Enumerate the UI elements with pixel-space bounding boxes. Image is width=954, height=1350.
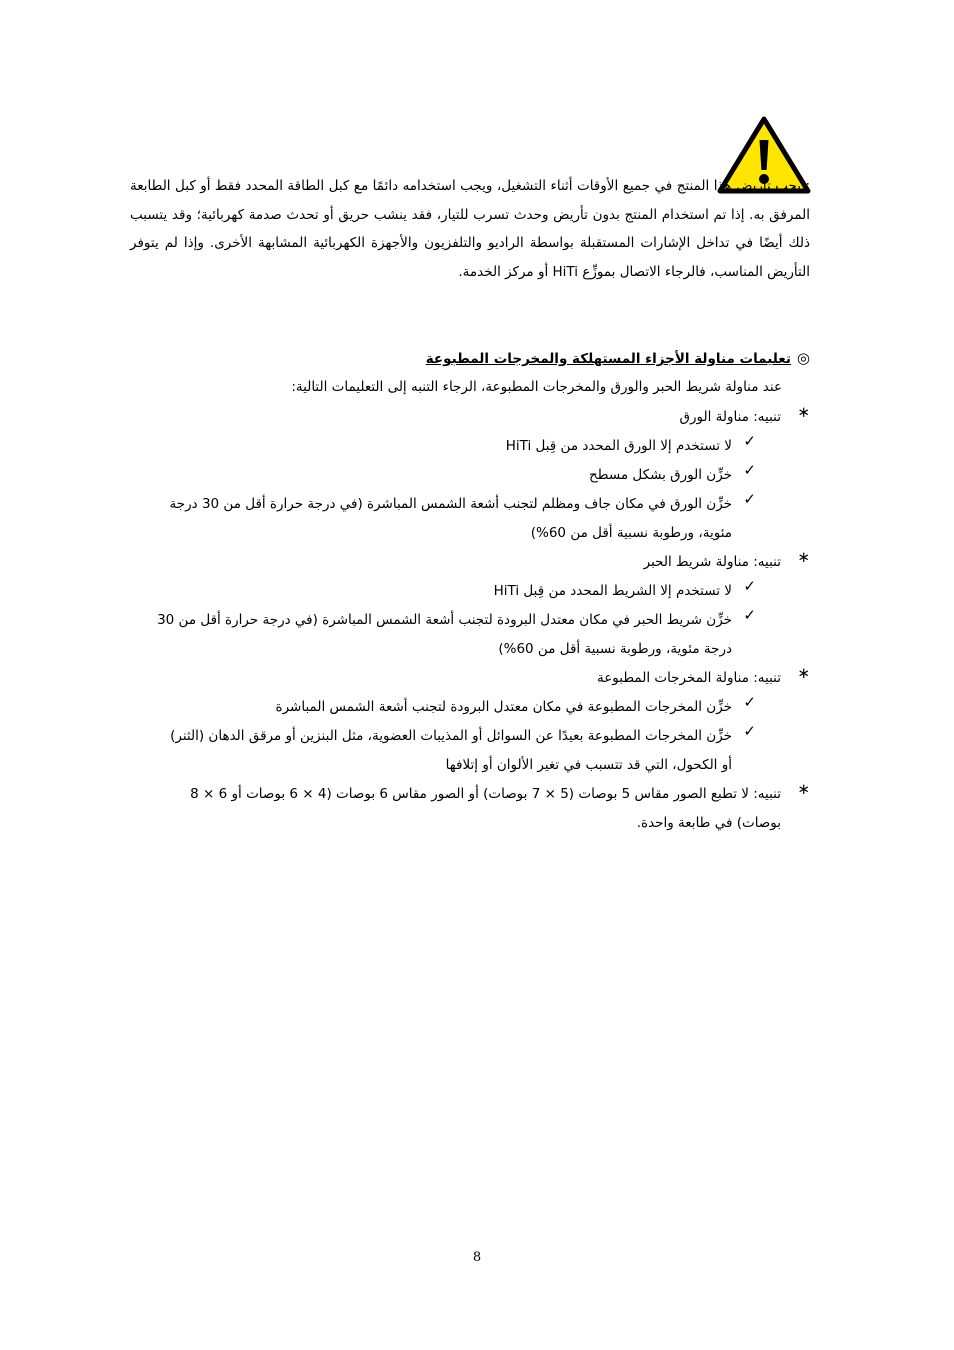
section-title: تعليمات مناولة الأجزاء المستهلكة والمخرجات المطبوعة: [425, 351, 791, 367]
list-item: [96, 461, 756, 490]
section-heading: [110, 345, 810, 372]
list-item: [156, 722, 756, 780]
checkmark-icon: ✓: [743, 606, 756, 624]
note-ribbon-handling: [130, 548, 810, 577]
note-title: تنبيه: مناولة شريط الحبر: [643, 554, 781, 570]
list-item-text: لا تستخدم إلا الشريط المحدد من قِبل HiTi: [493, 583, 732, 599]
list-item-text: خزِّن شريط الحبر في مكان معتدل البرودة لتجنب أشعة الشمس المباشرة (في درجة حرارة أقل من 30 درجة مئوية، ورطوبة نسبية أقل من 60%): [157, 612, 732, 657]
checkmark-icon: ✓: [743, 722, 756, 740]
list-item: [144, 606, 756, 664]
asterisk-icon: ∗: [797, 664, 810, 682]
list-item-text: خزِّن الورق بشكل مسطح: [589, 467, 732, 483]
list-item: [164, 490, 756, 548]
asterisk-icon: ∗: [797, 548, 810, 566]
note-title: تنبيه: مناولة المخرجات المطبوعة: [596, 670, 781, 686]
asterisk-icon: ∗: [797, 780, 810, 798]
checkmark-icon: ✓: [743, 490, 756, 508]
note-photo-size: [150, 780, 810, 838]
checkmark-icon: ✓: [743, 432, 756, 450]
asterisk-icon: ∗: [797, 403, 810, 421]
list-item: [96, 432, 756, 461]
grounding-warning-text: : يجب تأريض هذا المنتج في جميع الأوقات أثناء التشغيل، ويجب استخدامه دائمًا مع كبل الطاقة المحدد فقط أو كبل الطابعة المرفق به. إذا تم استخدام المنتج بدون تأريض وحدث تسرب للتيار، فقد ينشب حريق أو تحدث صدمة كهربائية؛ وقد يتسبب ذلك أيضًا في تداخل الإشارات المستقبلة بواسطة الراديو والتلفزيون والأجهزة الكهربائية المشابهة الأخرى. وإذا لم يتوفر التأريض المناسب، فالرجاء الاتصال بموزِّع HiTi أو مركز الخدمة.: [130, 178, 810, 280]
list-item-text: خزِّن الورق في مكان جاف ومظلم لتجنب أشعة الشمس المباشرة (في درجة حرارة أقل من 30 درجة مئوية، ورطوبة نسبية أقل من 60%): [169, 496, 732, 541]
note-title: تنبيه: مناولة الورق: [679, 409, 781, 425]
list-item: [96, 693, 756, 722]
checkmark-icon: ✓: [743, 693, 756, 711]
list-item-text: خزِّن المخرجات المطبوعة بعيدًا عن السوائل أو المذيبات العضوية، مثل البنزين أو مرقق الدهان (الثنر) أو الكحول، التي قد تتسبب في تغير الألوان أو إتلافها: [170, 728, 732, 773]
checkmark-icon: ✓: [743, 461, 756, 479]
note-paper-handling: [130, 403, 810, 432]
list-item: [96, 577, 756, 606]
list-item-text: لا تستخدم إلا الورق المحدد من قِبل HiTi: [505, 438, 732, 454]
section-intro: عند مناولة شريط الحبر والورق والمخرجات المطبوعة، الرجاء التنبه إلى التعليمات التالية:: [291, 379, 782, 395]
list-item-text: خزِّن المخرجات المطبوعة في مكان معتدل البرودة لتجنب أشعة الشمس المباشرة: [275, 699, 732, 715]
note-text: تنبيه: لا تطبع الصور مقاس 5 بوصات (5 × 7 بوصات) أو الصور مقاس 6 بوصات (4 × 6 بوصات أو 6 × 8 بوصات) في طابعة واحدة.: [190, 786, 781, 831]
checkmark-icon: ✓: [743, 577, 756, 595]
page-number: 8: [472, 1250, 482, 1265]
double-circle-icon: ◎: [796, 349, 810, 367]
note-printout-handling: [130, 664, 810, 693]
